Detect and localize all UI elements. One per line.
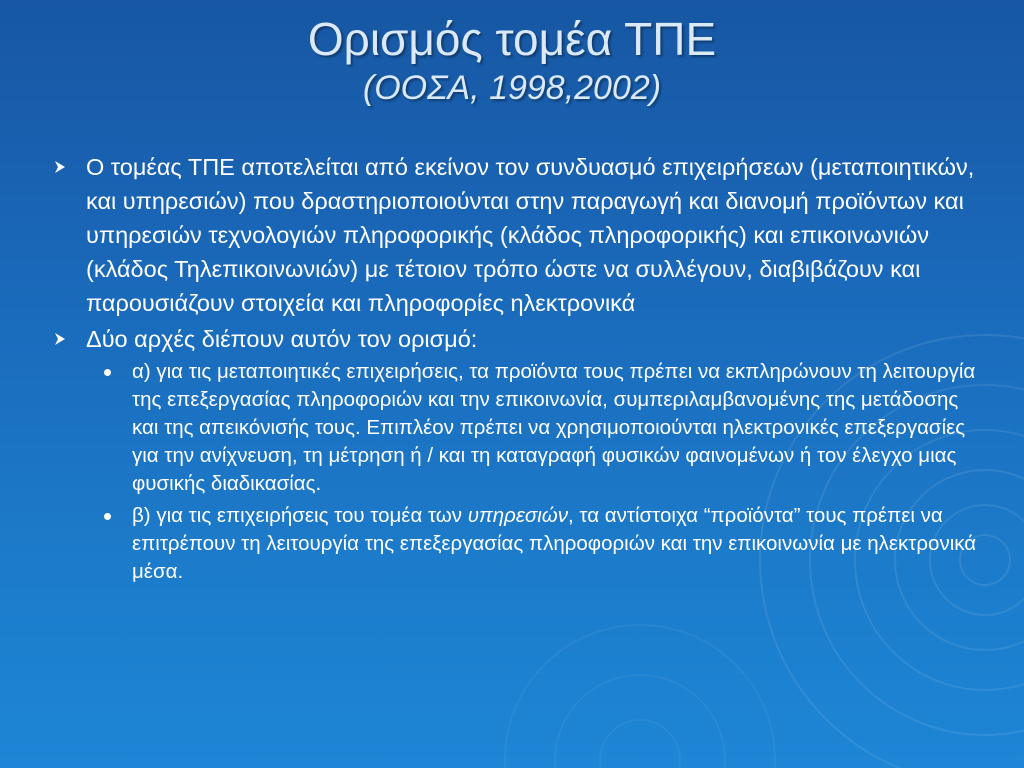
sub-bullet-text-part: β) για τις επιχειρήσεις του τομέα των — [132, 504, 468, 527]
slide-title: Ορισμός τομέα ΤΠΕ — [307, 13, 717, 65]
arrow-bullet-icon — [50, 322, 70, 356]
sub-bullet-item-manufacturing — [50, 358, 980, 498]
slide-body — [50, 150, 980, 590]
dot-bullet-icon — [100, 358, 114, 386]
bullet-text: Ο τομέας ΤΠΕ αποτελείται από εκείνον τον συνδυασμό επιχειρήσεων (μεταποιητικών, και υπηρεσιών) που δραστηριοποιούνται στην παραγωγή και διανομή προϊόντων και υπηρεσιών τεχνολογιών πληροφορικής (κλάδος πληροφορικής) και επικοινωνιών (κλάδος Τηλεπικοινωνιών) με τέτοιον τρόπο ώστε να συλλέγουν, διαβιβάζουν και παρουσιάζουν στοιχεία και πληροφορίες ηλεκτρονικά — [86, 154, 975, 316]
sub-bullet-italic-term: υπηρεσιών — [467, 504, 569, 527]
bullet-text: Δύο αρχές διέπουν αυτόν τον ορισμό: — [86, 326, 478, 352]
sub-bullet-item-services — [50, 502, 980, 586]
dot-bullet-icon — [100, 502, 114, 530]
slide-subtitle: (ΟΟΣΑ, 1998,2002) — [362, 69, 662, 107]
arrow-bullet-icon — [50, 150, 70, 184]
sub-bullet-text-part: , τα αντίστοιχα “προϊόντα” τους πρέπει να επιτρέπουν τη λειτουργία της επεξεργασίας πληροφοριών και την επικοινωνία με ηλεκτρονικά μέσα. — [132, 504, 977, 583]
sub-bullet-text: α) για τις μεταποιητικές επιχειρήσεις, τα προϊόντα τους πρέπει να εκπληρώνουν τη λειτουργία της επεξεργασίας πληροφοριών και την επικοινωνία, συμπεριλαμβανομένης της μετάδοσης και της απεικόνισής τους. Επιπλέον πρέπει να χρησιμοποιούνται ηλεκτρονικές επεξεργασίες για την ανίχνευση, τη μέτρηση ή / και τη καταγραφή φυσικών φαινομένων ή τον έλεγχο μιας φυσικής διαδικασίας. — [132, 360, 976, 495]
title-block — [0, 10, 1024, 108]
bullet-item-principles — [50, 322, 980, 356]
bullet-item-definition — [50, 150, 980, 320]
